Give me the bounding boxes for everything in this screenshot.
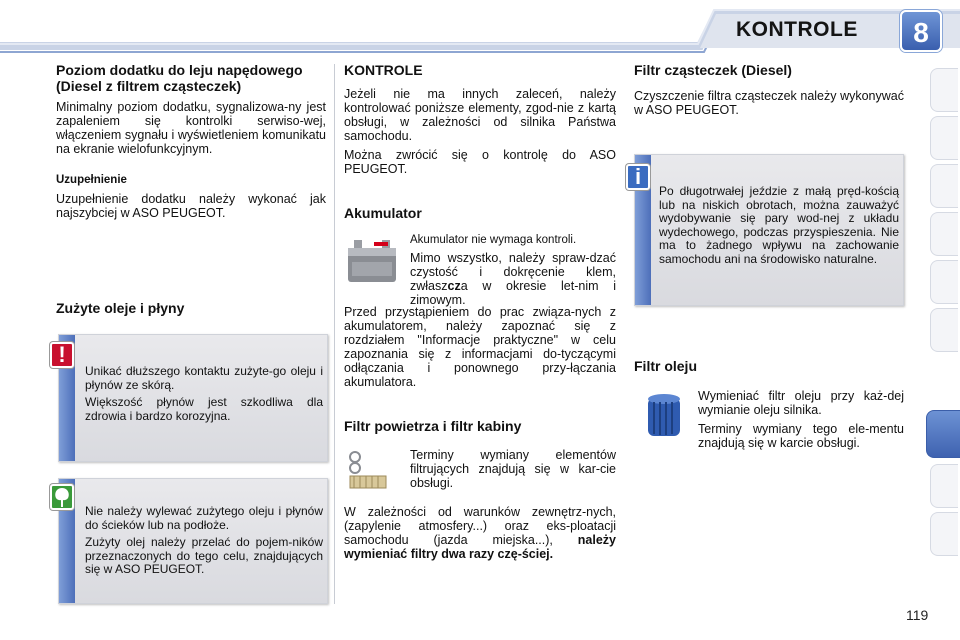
air-filter-side-text — [410, 448, 616, 495]
battery-warning-block — [344, 305, 616, 394]
left-column — [56, 62, 326, 225]
battery-check-part: Mimo wszystko, należy spraw-dzać czystość i dokręcenie klem, zwłasz — [410, 251, 616, 293]
battery-check-text — [410, 251, 616, 307]
refill-text: Uzupełnienie dodatku należy wykonać jak najszybciej w ASO PEUGEOT. — [56, 192, 326, 220]
battery-title: Akumulator — [344, 205, 422, 221]
warning-paragraph: Unikać dłuższego kontaktu zużyte-go oleju i płynów ze skórą. — [85, 364, 323, 392]
warning-icon: ! — [50, 342, 74, 368]
particle-filter-text: Czyszczenie filtra cząsteczek należy wykonywać w ASO PEUGEOT. — [634, 89, 904, 117]
battery-check-bold: cz — [447, 279, 461, 293]
air-filter-block — [344, 505, 616, 566]
chapter-number: 8 — [900, 10, 942, 52]
environment-paragraph: Nie należy wylewać zużytego oleju i płynów do ścieków lub na podłoże. — [85, 504, 323, 532]
air-filter-conditions-part: W zależności od warunków zewnętrz-nych, (zapylenie atmosfery...) oraz eks-ploatacji samochodu (jazda miejska...), — [344, 505, 616, 547]
particle-filter-title: Filtr cząsteczek (Diesel) — [634, 62, 792, 78]
chapter-tab[interactable] — [930, 68, 958, 112]
chapter-tab[interactable] — [930, 212, 958, 256]
chapter-tab[interactable] — [930, 512, 958, 556]
warning-text — [85, 365, 323, 423]
info-note — [634, 154, 904, 306]
chapter-tab-active[interactable] — [926, 410, 960, 458]
additive-level-title: Poziom dodatku do leju napędowego (Diesel z filtrem cząsteczek) — [56, 62, 303, 94]
chapter-tab[interactable] — [930, 464, 958, 508]
chapter-tab[interactable] — [930, 308, 958, 352]
chapter-tab[interactable] — [930, 260, 958, 304]
air-filter-title: Filtr powietrza i filtr kabiny — [344, 418, 522, 434]
battery-note: Akumulator nie wymaga kontroli. — [410, 234, 577, 246]
battery-warning-text: Przed przystąpieniem do prac związa-nych z akumulatorem, należy zapoznać się z rozdziałem "Informacje praktyczne" w celu zapoznania się z informacjami do-tyczącymi odłączania i ponownego przy-łączania akumulatora. — [344, 305, 616, 389]
environment-text — [85, 505, 323, 577]
page-number: 119 — [906, 607, 929, 623]
checks-title: KONTROLE — [344, 62, 423, 78]
info-text: Po długotrwałej jeździe z małą pręd-kością lub na niskich obrotach, można zauważyć wydobywanie się pary wod-nej z układu wydechowego, podczas przyspieszenia. Nie ma to żadnego wpływu na zachowanie samochodu ani na środowisko naturalne. — [659, 184, 899, 266]
air-filter-conditions-bold: należy wymieniać filtry dwa razy czę-ściej. — [344, 533, 616, 561]
air-filter-text: Terminy wymiany elementów filtrujących znajdują się w kar-cie obsługi. — [410, 448, 616, 490]
info-icon: i — [626, 164, 650, 190]
refill-title: Uzupełnienie — [56, 174, 127, 186]
air-filter-conditions-text — [344, 505, 616, 561]
chapter-tab[interactable] — [930, 164, 958, 208]
chapter-tabs — [926, 68, 960, 578]
air-filter-icon — [346, 448, 394, 488]
environment-note — [58, 478, 328, 604]
environment-paragraph: Zużyty olej należy przelać do pojem-ników przeznaczonych do tego celu, znajdujących się w ASO PEUGEOT. — [85, 535, 323, 576]
used-oils-title: Zużyte oleje i płyny — [56, 300, 185, 316]
page-title: KONTROLE — [736, 18, 858, 41]
oil-filter-side-text — [698, 389, 904, 455]
checks-text: Jeżeli nie ma innych zaleceń, należy kontrolować poniższe elementy, zgod-nie z kartą obsługi, w zależności od silnika Państwa samochodu. — [344, 87, 616, 143]
oil-filter-text: Wymieniać filtr oleju przy każ-dej wymianie oleju silnika. — [698, 389, 904, 417]
leaf-icon — [50, 484, 74, 510]
battery-side-text — [410, 233, 616, 312]
battery-check-part: a w okresie let-nim i zimowym. — [410, 279, 616, 307]
oil-filter-text: Terminy wymiany tego ele-mentu znajdują się w karcie obsługi. — [698, 422, 904, 450]
middle-column — [344, 62, 616, 181]
oil-filter-title: Filtr oleju — [634, 358, 697, 374]
battery-icon — [344, 232, 400, 288]
oil-filter-icon — [644, 392, 684, 440]
checks-text: Można zwrócić się o kontrolę do ASO PEUGEOT. — [344, 148, 616, 176]
leaf-icon-shape — [52, 486, 72, 508]
column-divider — [334, 64, 335, 604]
right-column — [634, 62, 904, 122]
warning-note — [58, 334, 328, 462]
chapter-tab[interactable] — [930, 116, 958, 160]
warning-paragraph: Większość płynów jest szkodliwa dla zdrowia i bardzo korozyjna. — [85, 395, 323, 423]
additive-level-text: Minimalny poziom dodatku, sygnalizowa-ny jest zapaleniem się kontrolki serwiso-wej, włączeniem sygnału i wyświetleniem komunikatu na ekranie wielofunkcyjnym. — [56, 100, 326, 156]
